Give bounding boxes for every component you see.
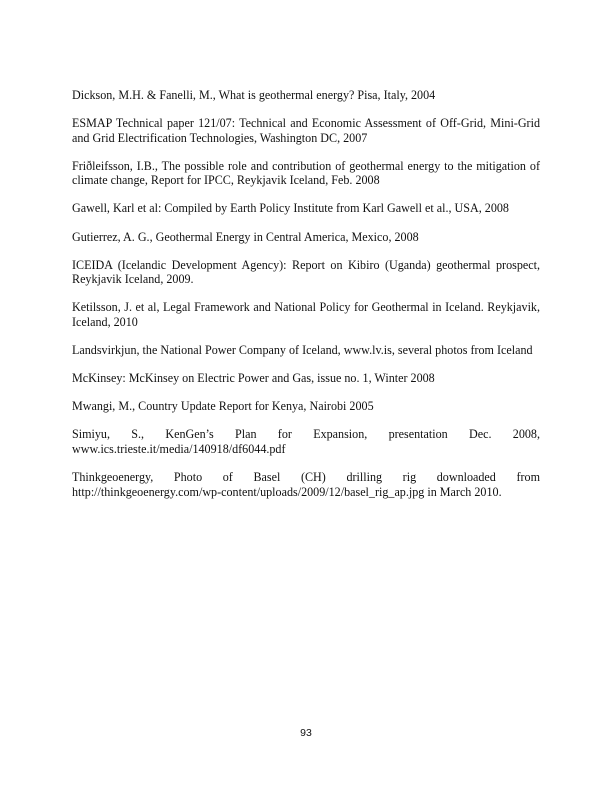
reference-entry	[72, 343, 540, 358]
reference-list	[72, 88, 540, 513]
reference-line: Dickson, M.H. & Fanelli, M., What is geothermal energy? Pisa, Italy, 2004	[72, 88, 436, 102]
reference-line: Reykjavik Iceland, 2009.	[72, 272, 194, 287]
reference-line: Iceland, 2010	[72, 314, 138, 329]
reference-line: Friðleifsson, I.B., The possible role and contribution of geothermal energy to the mitigation of	[72, 158, 540, 173]
reference-line: Gawell, Karl et al: Compiled by Earth Policy Institute from Karl Gawell et al., USA, 2008	[72, 201, 509, 216]
reference-line: Ketilsson, J. et al, Legal Framework and National Policy for Geothermal in Iceland. Reykjavik,	[72, 300, 540, 315]
reference-line: http://thinkgeoenergy.com/wp-content/uploads/2009/12/basel_rig_ap.jpg in March 2010.	[72, 484, 502, 499]
reference-line: McKinsey: McKinsey on Electric Power and Gas, issue no. 1, Winter 2008	[72, 371, 435, 386]
reference-entry	[72, 116, 540, 145]
reference-line: ICEIDA (Icelandic Development Agency): Report on Kibiro (Uganda) geothermal prospect,	[72, 257, 540, 272]
reference-entry	[72, 201, 540, 216]
reference-entry	[72, 230, 540, 245]
reference-line: Gutierrez, A. G., Geothermal Energy in Central America, Mexico, 2008	[72, 229, 419, 244]
reference-entry	[72, 258, 540, 287]
reference-line: and Grid Electrification Technologies, Washington DC, 2007	[72, 130, 368, 145]
reference-entry	[72, 470, 540, 499]
reference-line: Simiyu, S., KenGen’s Plan for Expansion, presentation Dec. 2008,	[72, 427, 540, 442]
reference-entry	[72, 371, 540, 386]
reference-line: www.ics.trieste.it/media/140918/df6044.pdf	[72, 441, 286, 456]
reference-entry	[72, 159, 540, 188]
reference-entry	[72, 427, 540, 456]
reference-line: Thinkgeoenergy, Photo of Basel (CH) drilling rig downloaded from	[72, 470, 540, 484]
reference-line: Mwangi, M., Country Update Report for Kenya, Nairobi 2005	[72, 399, 374, 414]
reference-entry	[72, 88, 540, 103]
reference-entry	[72, 399, 540, 414]
reference-line: Landsvirkjun, the National Power Company of Iceland, www.lv.is, several photos from Iceland	[72, 343, 533, 358]
reference-line: climate change, Report for IPCC, Reykjavik Iceland, Feb. 2008	[72, 173, 380, 188]
page-number: 93	[300, 727, 312, 739]
reference-line: ESMAP Technical paper 121/07: Technical and Economic Assessment of Off-Grid, Mini-Grid	[72, 116, 540, 131]
reference-entry	[72, 300, 540, 329]
